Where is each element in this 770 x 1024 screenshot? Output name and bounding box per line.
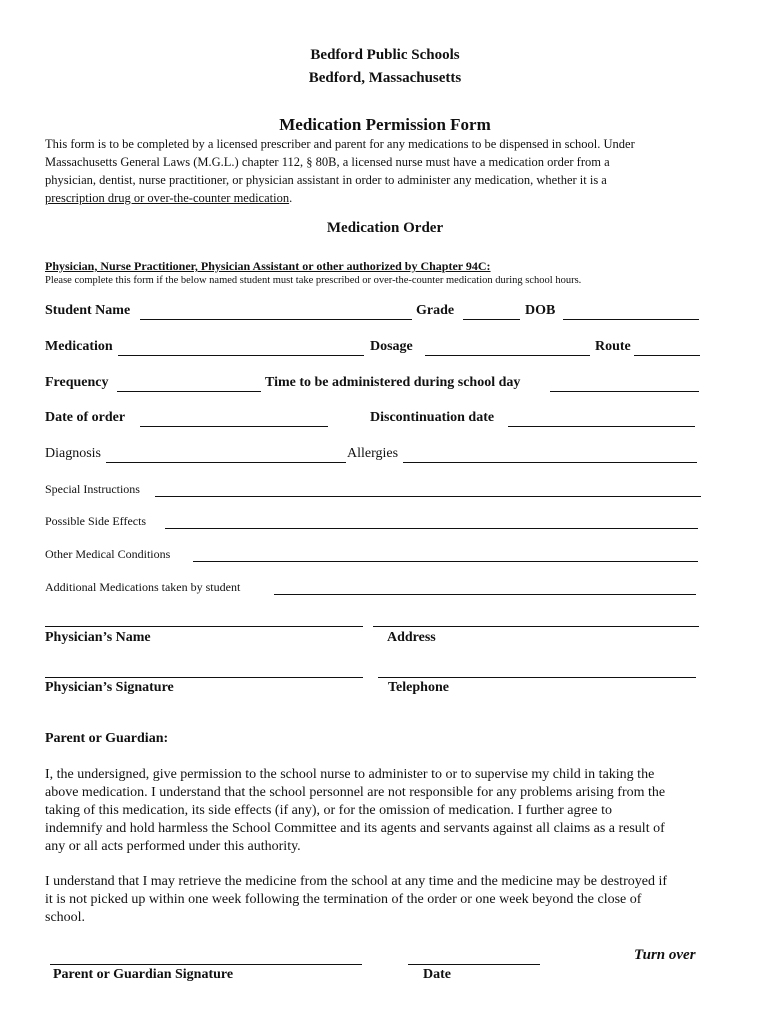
consent-line: I, the undersigned, give permission to the school nurse to administer to or to supervise my child in taking the: [45, 767, 655, 782]
retrieve-line: school.: [45, 910, 86, 925]
school-town: Bedford, Massachusetts: [308, 70, 462, 86]
consent-line: above medication. I understand that the school personnel are not responsible for any problems arising from the: [45, 785, 666, 800]
address-field[interactable]: [373, 626, 699, 627]
dob-field[interactable]: [563, 319, 699, 320]
allergies-field[interactable]: [403, 462, 697, 463]
time-administered-field[interactable]: [550, 391, 699, 392]
student-name-label: Student Name: [45, 303, 131, 318]
additional-medications-label: Additional Medications taken by student: [45, 580, 241, 594]
other-conditions-label: Other Medical Conditions: [45, 547, 171, 561]
date-label: Date: [423, 967, 451, 982]
diagnosis-field[interactable]: [106, 462, 346, 463]
parent-signature-field[interactable]: [50, 964, 362, 965]
dob-label: DOB: [525, 303, 556, 318]
route-field[interactable]: [634, 355, 700, 356]
side-effects-field[interactable]: [165, 528, 698, 529]
allergies-label: Allergies: [347, 446, 399, 461]
prescriber-note: Please complete this form if the below named student must take prescribed or over-the-counter medication during school hours.: [45, 275, 582, 286]
physician-signature-field[interactable]: [45, 677, 363, 678]
special-instructions-field[interactable]: [155, 496, 701, 497]
special-instructions-label: Special Instructions: [45, 482, 140, 496]
retrieve-paragraph: [45, 873, 667, 927]
frequency-field[interactable]: [117, 391, 261, 392]
discontinuation-date-label: Discontinuation date: [370, 410, 495, 425]
student-name-field[interactable]: [140, 319, 412, 320]
page-title: Medication Permission Form: [279, 115, 491, 134]
prescriber-heading: Physician, Nurse Practitioner, Physician Assistant or other authorized by Chapter 94C:: [45, 259, 491, 273]
medication-label: Medication: [45, 339, 113, 354]
consent-line: indemnify and hold harmless the School Committee and its agents and servants against all claims as a result of: [45, 821, 665, 836]
frequency-label: Frequency: [45, 375, 109, 390]
grade-field[interactable]: [463, 319, 520, 320]
retrieve-line: I understand that I may retrieve the medicine from the school at any time and the medicine may be destroyed if: [45, 874, 668, 889]
intro-paragraph: This form is to be completed by a licensed prescriber and parent for any medications to be dispensed in school. Under Massachusetts General Laws (M.G.L.) chapter 112, § 80B, a licensed nurse must have a medication order from a physician, dentist, nurse practitioner, or physician assistant in order to administer any medication, whether it is a prescription drug or over-the-counter medication.: [45, 137, 635, 205]
medication-field[interactable]: [118, 355, 364, 356]
retrieve-line: it is not picked up within one week following the termination of the order or one week beyond the close of: [45, 892, 642, 907]
consent-line: any or all acts performed under this authority.: [45, 839, 301, 854]
telephone-label: Telephone: [388, 680, 449, 695]
date-of-order-field[interactable]: [140, 426, 328, 427]
side-effects-label: Possible Side Effects: [45, 514, 147, 528]
consent-paragraph: [45, 766, 665, 856]
consent-line: taking of this medication, its side effects (if any), or for the omission of medication. I further agree to: [45, 803, 612, 818]
discontinuation-date-field[interactable]: [508, 426, 695, 427]
additional-medications-field[interactable]: [274, 594, 696, 595]
other-conditions-field[interactable]: [193, 561, 698, 562]
physician-name-field[interactable]: [45, 626, 363, 627]
grade-label: Grade: [416, 303, 455, 318]
dosage-field[interactable]: [425, 355, 590, 356]
time-administered-label: Time to be administered during school day: [265, 375, 521, 390]
parent-signature-label: Parent or Guardian Signature: [53, 967, 234, 982]
school-name: Bedford Public Schools: [310, 47, 460, 63]
intro-line: physician, dentist, nurse practitioner, or physician assistant in order to administer any medication, whether it is a: [45, 173, 607, 187]
physician-signature-label: Physician’s Signature: [45, 680, 174, 695]
intro-line: This form is to be completed by a licensed prescriber and parent for any medications to be dispensed in school. Under: [45, 137, 635, 151]
route-label: Route: [595, 339, 631, 354]
intro-underlined-text: prescription drug or over-the-counter medication: [45, 191, 290, 205]
turn-over-note: Turn over: [634, 947, 696, 963]
section-heading-medication-order: Medication Order: [326, 220, 444, 236]
dosage-label: Dosage: [370, 339, 413, 354]
intro-line: Massachusetts General Laws (M.G.L.) chapter 112, § 80B, a licensed nurse must have a medication order from a: [45, 155, 610, 169]
date-field[interactable]: [408, 964, 540, 965]
telephone-field[interactable]: [378, 677, 696, 678]
parent-guardian-heading: Parent or Guardian:: [45, 731, 169, 746]
physician-name-label: Physician’s Name: [45, 630, 151, 645]
diagnosis-label: Diagnosis: [45, 446, 101, 461]
date-of-order-label: Date of order: [45, 410, 126, 425]
address-label: Address: [387, 630, 436, 645]
